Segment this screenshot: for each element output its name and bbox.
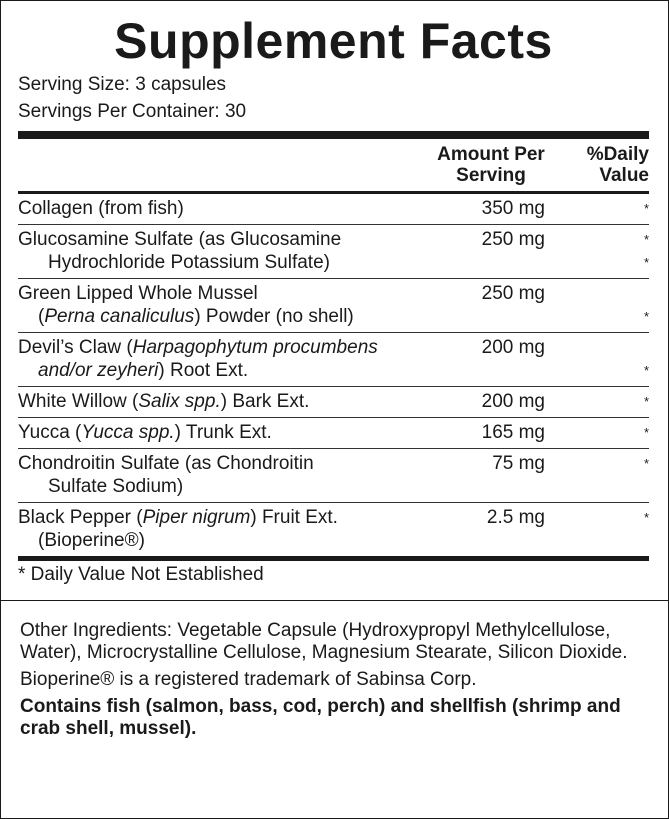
- daily-value: *: [643, 456, 649, 471]
- ingredient-name: Black Pepper (Piper nigrum) Fruit Ext. (Bioperine®): [18, 507, 338, 551]
- ingredient-row-mussel: [18, 278, 649, 332]
- daily-value: *: [643, 363, 649, 378]
- serving-size: Serving Size: 3 capsules: [18, 74, 227, 95]
- column-header: [18, 139, 649, 191]
- daily-value: *: [643, 201, 649, 216]
- ingredient-amount: 165 mg: [481, 422, 545, 443]
- ingredient-row-devils-claw: [18, 332, 649, 386]
- daily-value: *: [643, 309, 649, 324]
- allergen-statement: Contains fish (salmon, bass, cod, perch) and shellfish (shrimp and crab shell, mussel).: [20, 696, 621, 739]
- ingredient-amount: 2.5 mg: [486, 507, 545, 528]
- ingredient-name: Chondroitin Sulfate (as Chondroitin Sulfate Sodium): [18, 453, 314, 497]
- supplement-facts-panel: [18, 0, 649, 590]
- ingredient-amount: 250 mg: [481, 229, 545, 250]
- ingredient-amount: 75 mg: [492, 453, 545, 474]
- ingredient-name: Yucca (Yucca spp.) Trunk Ext.: [18, 422, 272, 443]
- daily-value: * *: [643, 232, 649, 270]
- ingredient-row-collagen: [18, 194, 649, 224]
- ingredient-row-black-pepper: [18, 502, 649, 556]
- ingredient-row-yucca: [18, 417, 649, 448]
- ingredient-amount: 250 mg: [481, 283, 545, 304]
- section-separator: [0, 600, 669, 601]
- ingredient-row-chondroitin: [18, 448, 649, 502]
- servings-per-container: Servings Per Container: 30: [18, 101, 247, 122]
- ingredient-row-white-willow: [18, 386, 649, 417]
- other-ingredients-section: [20, 620, 650, 745]
- trademark-note: Bioperine® is a registered trademark of Sabinsa Corp.: [20, 669, 477, 690]
- daily-value: *: [643, 394, 649, 409]
- ingredient-amount: 350 mg: [481, 198, 545, 219]
- footnote: * Daily Value Not Established: [18, 564, 264, 585]
- panel-title: Supplement Facts: [114, 13, 553, 69]
- amount-header: Amount Per Serving: [437, 144, 545, 186]
- thick-divider: [18, 131, 649, 139]
- daily-value-header: %Daily Value: [586, 144, 649, 186]
- ingredient-name: Glucosamine Sulfate (as Glucosamine Hydrochloride Potassium Sulfate): [18, 229, 342, 273]
- ingredient-amount: 200 mg: [481, 337, 545, 358]
- other-ingredients: Other Ingredients: Vegetable Capsule (Hydroxypropyl Methylcellulose, Water), Microcrystalline Cellulose, Magnesium Stearate, Silicon Dioxide.: [20, 620, 628, 663]
- ingredient-amount: 200 mg: [481, 391, 545, 412]
- daily-value: *: [643, 510, 649, 525]
- ingredient-name: Devil’s Claw (Harpagophytum procumbens and/or zeyheri) Root Ext.: [18, 337, 378, 381]
- daily-value: *: [643, 425, 649, 440]
- ingredient-name: Collagen (from fish): [18, 198, 184, 219]
- ingredient-name: Green Lipped Whole Mussel (Perna canaliculus) Powder (no shell): [18, 283, 354, 327]
- ingredient-row-glucosamine: [18, 224, 649, 278]
- ingredient-name: White Willow (Salix spp.) Bark Ext.: [18, 391, 310, 412]
